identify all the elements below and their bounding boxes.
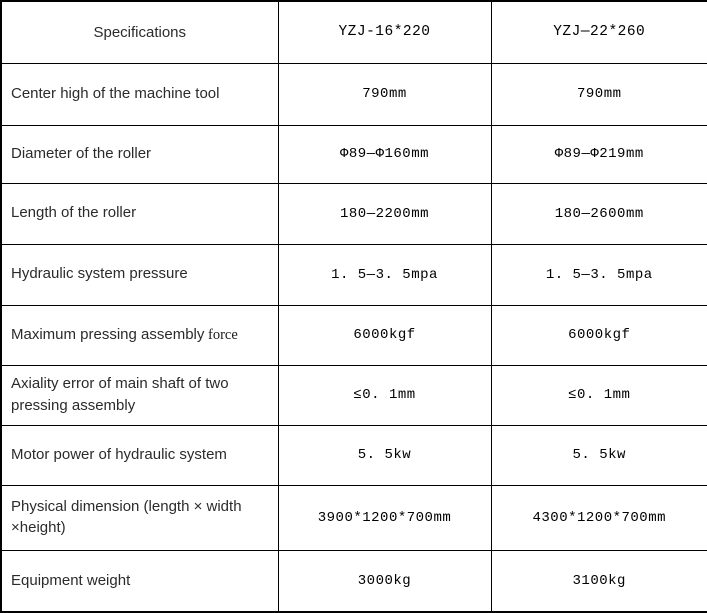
spec-label-cell [1,125,278,183]
table-row-max-pressing-force [1,305,707,365]
spec-label-serif: force [204,326,238,343]
spec-label-cell [1,305,278,365]
spec-label: Diameter of the roller [11,144,152,162]
value-cell-model2: ≤0. 1mm [491,365,707,425]
spec-label-cell [1,183,278,244]
spec-label-cell [1,550,278,612]
spec-label: Length of the roller [11,204,137,222]
spec-label-cell [1,425,278,485]
value-cell-model1: ≤0. 1mm [278,365,491,425]
table-row-roller-diameter [1,125,707,183]
spec-label: Maximum pressing assembly [11,325,205,343]
header-model-yzj-22-260: YZJ—22*260 [491,1,707,63]
value-cell-model2: 6000kgf [491,305,707,365]
spec-label-cell [1,244,278,305]
table-row-roller-length [1,183,707,244]
spec-label: Motor power of hydraulic system [11,445,227,463]
spec-label-cell [1,63,278,125]
value-cell-model1: 3000kg [278,550,491,612]
value-cell-model1: 3900*1200*700mm [278,485,491,550]
spec-label: Equipment weight [11,571,131,589]
spec-label: Axiality error of main shaft of two pressing assembly [11,375,229,414]
table-row-hydraulic-pressure [1,244,707,305]
spec-label: Physical dimension (length × width ×height) [11,497,242,537]
table-row-center-high [1,63,707,125]
value-cell-model1: Φ89—Φ160mm [278,125,491,183]
value-cell-model1: 180—2200mm [278,183,491,244]
header-row [1,1,707,63]
header-specifications: Specifications [1,1,278,63]
value-cell-model1: 1. 5—3. 5mpa [278,244,491,305]
spec-label-cell [1,365,278,425]
spec-label: Center high of the machine tool [11,84,220,102]
table-row-motor-power [1,425,707,485]
spec-label: Hydraulic system pressure [11,265,188,283]
spec-label-cell [1,485,278,550]
value-cell-model2: 1. 5—3. 5mpa [491,244,707,305]
table-row-equipment-weight [1,550,707,612]
header-model-yzj-16-220: YZJ-16*220 [278,1,491,63]
value-cell-model2: 4300*1200*700mm [491,485,707,550]
value-cell-model2: 790mm [491,63,707,125]
value-cell-model2: Φ89—Φ219mm [491,125,707,183]
table-row-physical-dimension [1,485,707,550]
value-cell-model2: 180—2600mm [491,183,707,244]
value-cell-model2: 5. 5kw [491,425,707,485]
value-cell-model1: 6000kgf [278,305,491,365]
value-cell-model1: 790mm [278,63,491,125]
value-cell-model1: 5. 5kw [278,425,491,485]
value-cell-model2: 3100kg [491,550,707,612]
table-row-axiality-error [1,365,707,425]
